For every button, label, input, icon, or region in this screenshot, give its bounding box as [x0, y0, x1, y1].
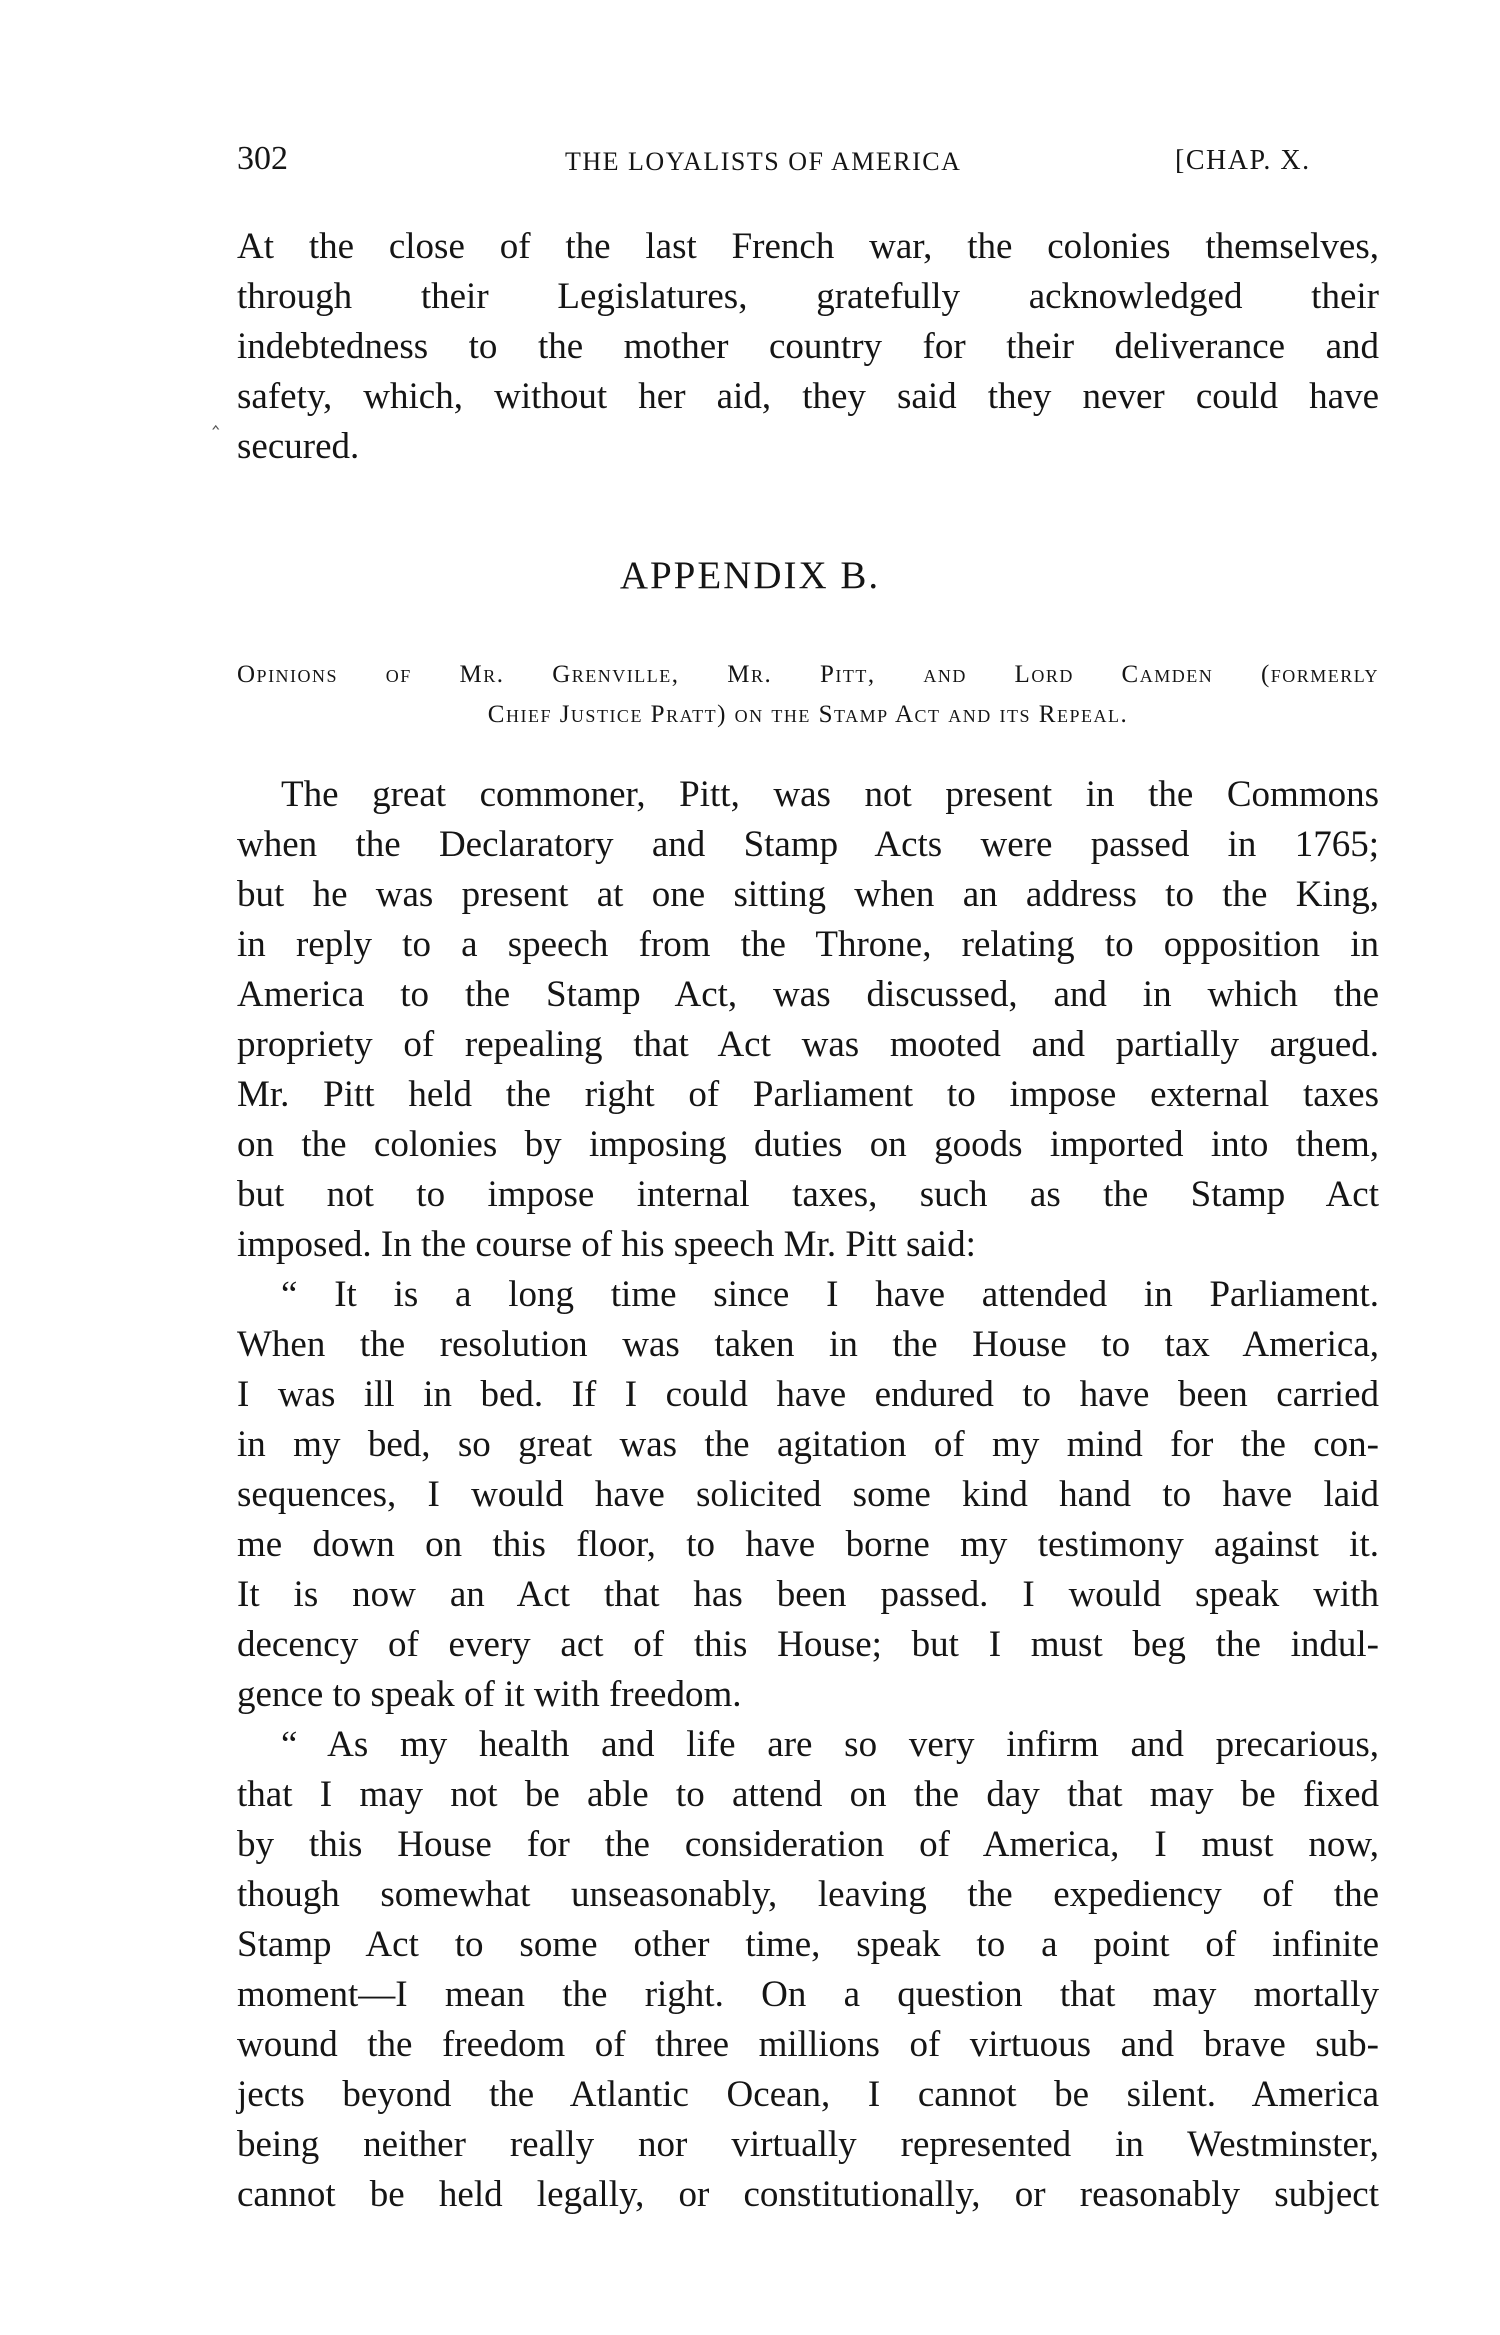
text-line: It is now an Act that has been passed. I would speak with	[237, 1574, 1379, 1615]
chapter-label: [CHAP. X.	[1175, 145, 1311, 176]
quote-paragraph-1	[237, 1270, 1379, 1720]
appendix-heading: APPENDIX B.	[619, 554, 881, 597]
text-line: jects beyond the Atlantic Ocean, I cannot be silent. America	[237, 2074, 1379, 2115]
text-line: cannot be held legally, or constitutionally, or reasonably subject	[237, 2174, 1379, 2215]
text-line: secured.	[237, 426, 360, 467]
text-line: The great commoner, Pitt, was not present in the Commons	[281, 774, 1379, 815]
appendix-subheading	[237, 655, 1379, 735]
text-line: Stamp Act to some other time, speak to a point of infinite	[237, 1924, 1379, 1965]
text-line: moment—I mean the right. On a question that may mortally	[237, 1974, 1379, 2015]
text-line: Mr. Pitt held the right of Parliament to impose external taxes	[237, 1074, 1379, 1115]
running-title: THE LOYALISTS OF AMERICA	[565, 147, 962, 176]
text-line: through their Legislatures, gratefully acknowledged their	[237, 276, 1379, 317]
text-line: gence to speak of it with freedom.	[237, 1674, 742, 1715]
paragraph-pitt-intro	[237, 770, 1379, 1270]
text-line: but he was present at one sitting when an address to the King,	[237, 874, 1379, 915]
text-line: imposed. In the course of his speech Mr. Pitt said:	[237, 1224, 976, 1265]
text-line: America to the Stamp Act, was discussed, and in which the	[237, 974, 1379, 1015]
text-line: me down on this floor, to have borne my testimony against it.	[237, 1524, 1379, 1565]
text-line: “ It is a long time since I have attended in Parliament.	[281, 1274, 1379, 1315]
text-line: “ As my health and life are so very infirm and precarious,	[281, 1724, 1379, 1765]
text-line: safety, which, without her aid, they said they never could have	[237, 376, 1379, 417]
text-line: indebtedness to the mother country for their deliverance and	[237, 326, 1379, 367]
text-line: that I may not be able to attend on the day that may be fixed	[237, 1774, 1379, 1815]
page-number: 302	[237, 140, 288, 177]
running-head	[237, 140, 1387, 190]
text-line: propriety of repealing that Act was mooted and partially argued.	[237, 1024, 1379, 1065]
text-line: At the close of the last French war, the colonies themselves,	[237, 226, 1379, 267]
intro-paragraph	[237, 222, 1379, 472]
text-line: on the colonies by imposing duties on goods imported into them,	[237, 1124, 1379, 1165]
quote-paragraph-2	[237, 1720, 1379, 2220]
text-line: being neither really nor virtually represented in Westminster,	[237, 2124, 1379, 2165]
subheading-line: Chief Justice Pratt) on the Stamp Act and its Repeal.	[487, 701, 1129, 728]
margin-mark: ‸	[212, 404, 220, 429]
text-line: decency of every act of this House; but I must beg the indul-	[237, 1624, 1379, 1665]
text-line: when the Declaratory and Stamp Acts were passed in 1765;	[237, 824, 1379, 865]
text-line: by this House for the consideration of America, I must now,	[237, 1824, 1379, 1865]
text-line: though somewhat unseasonably, leaving the expediency of the	[237, 1874, 1379, 1915]
text-line: in my bed, so great was the agitation of my mind for the con-	[237, 1424, 1379, 1465]
text-line: When the resolution was taken in the House to tax America,	[237, 1324, 1379, 1365]
text-line: I was ill in bed. If I could have endured to have been carried	[237, 1374, 1379, 1415]
text-line: wound the freedom of three millions of virtuous and brave sub-	[237, 2024, 1379, 2065]
text-line: but not to impose internal taxes, such as the Stamp Act	[237, 1174, 1379, 1215]
text-line: sequences, I would have solicited some kind hand to have laid	[237, 1474, 1379, 1515]
subheading-line: Opinions of Mr. Grenville, Mr. Pitt, and Lord Camden (formerly	[237, 661, 1379, 688]
text-line: in reply to a speech from the Throne, relating to opposition in	[237, 924, 1379, 965]
